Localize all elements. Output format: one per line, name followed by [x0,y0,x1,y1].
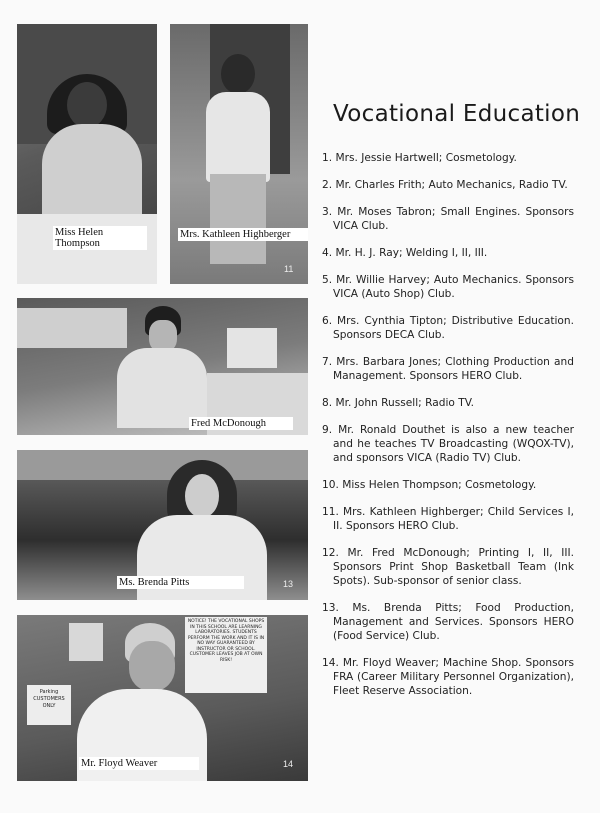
person-face [185,474,219,518]
box [227,328,277,368]
parking-sign: Parking CUSTOMERS ONLY [27,685,71,725]
list-item: 7. Mrs. Barbara Jones; Clothing Production and Management. Sponsors HERO Club. [322,356,574,382]
list-item: 8. Mr. John Russell; Radio TV. [322,397,474,409]
photo-number: 14 [283,759,294,769]
photo-kathleen-highberger [170,24,308,284]
photo-floyd-weaver [17,615,308,781]
person-body [42,124,142,224]
photo-fred-mcdonough [17,298,308,435]
list-item: 13. Ms. Brenda Pitts; Food Production, Management and Services. Sponsors HERO (Food Service) Club. [322,602,574,642]
list-item: 2. Mr. Charles Frith; Auto Mechanics, Radio TV. [322,179,568,191]
list-item: 6. Mrs. Cynthia Tipton; Distributive Education. Sponsors DECA Club. [322,315,574,341]
photo-number: 13 [283,579,294,589]
list-item: 11. Mrs. Kathleen Highberger; Child Services I, II. Sponsors HERO Club. [322,506,574,532]
person-face [129,641,175,691]
list-item: 14. Mr. Floyd Weaver; Machine Shop. Sponsors FRA (Career Military Personnel Organization), Fleet Reserve Association. [322,657,574,697]
calendar [69,623,103,661]
photo-brenda-pitts [17,450,308,600]
person-body [117,348,207,428]
person-hair [221,54,255,94]
list-item: 10. Miss Helen Thompson; Cosmetology. [322,479,537,491]
printing-press [17,308,127,348]
list-item: 12. Mr. Fred McDonough; Printing I, II, III. Sponsors Print Shop Basketball Team (Ink Spots). Sub-sponsor of senior class. [322,547,574,587]
list-item: 5. Mr. Willie Harvey; Auto Mechanics. Sponsors VICA (Auto Shop) Club. [322,274,574,300]
photo-number: 11 [284,264,294,274]
staff-list [322,151,574,698]
person-legs [210,174,266,264]
page-title: Vocational Education [333,101,581,127]
list-item: 3. Mr. Moses Tabron; Small Engines. Sponsors VICA Club. [322,206,574,232]
shelf [17,450,308,480]
notice-sign: NOTICE! THE VOCATIONAL SHOPS IN THIS SCHOOL ARE LEARNING LABORATORIES. STUDENTS PERFORM THE WORK AND IT IS IN NO WAY GUARANTEED BY INSTRUCTOR OR SCHOOL. CUSTOMER LEAVES JOB AT OWN RISK! [185,617,267,693]
photo-helen-thompson [17,24,157,284]
photo-caption: Mrs. Kathleen Highberger [178,228,308,241]
person-body [206,92,270,182]
person-face [67,82,107,128]
list-item: 1. Mrs. Jessie Hartwell; Cosmetology. [322,152,517,164]
photo-caption: Mr. Floyd Weaver [79,757,199,770]
list-item: 9. Mr. Ronald Douthet is also a new teacher and he teaches TV Broadcasting (WQOX-TV), and sponsors VICA (Radio TV) Club. [322,424,574,464]
photo-caption: Ms. Brenda Pitts [117,576,244,589]
photo-caption: Miss Helen Thompson [53,226,147,250]
list-item: 4. Mr. H. J. Ray; Welding I, II, III. [322,247,488,259]
photo-caption: Fred McDonough [189,417,293,430]
